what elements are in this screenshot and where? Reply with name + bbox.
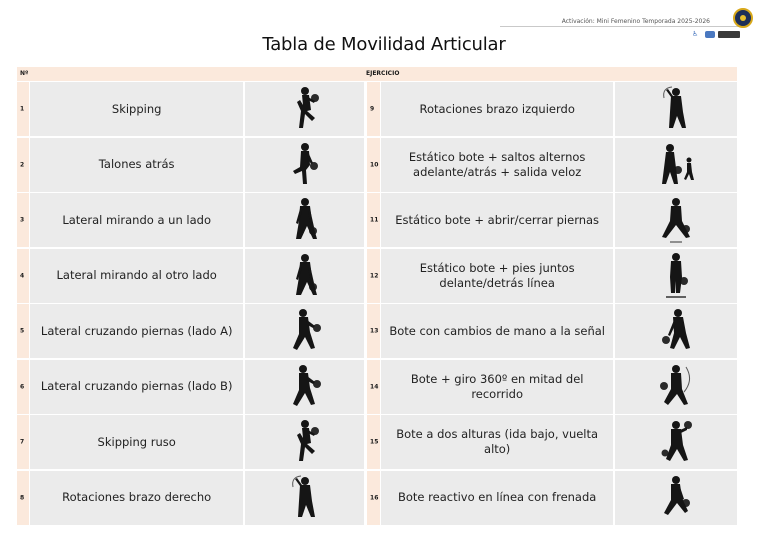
athlete-silhouette-icon [285, 195, 325, 245]
exercise-name: Skipping ruso [30, 415, 243, 469]
exercise-name: Estático bote + saltos alternos adelante/atrás + salida veloz [381, 138, 613, 192]
exercise-number-label: 7 [20, 438, 25, 446]
athlete-silhouette-icon [285, 251, 325, 301]
athlete-silhouette-icon [285, 417, 325, 467]
exercise-name: Lateral mirando a un lado [30, 193, 243, 247]
exercise-number [367, 304, 380, 358]
exercise-number [17, 415, 29, 469]
athlete-silhouette-icon [285, 140, 325, 190]
exercise-number [367, 193, 380, 247]
athlete-silhouette-icon [285, 362, 325, 412]
table-header [17, 67, 737, 81]
exercise-illustration [245, 193, 364, 247]
exercise-table [17, 67, 737, 526]
table-row [17, 138, 737, 194]
exercise-number-label: 11 [370, 216, 379, 224]
exercise-name: Rotaciones brazo izquierdo [381, 82, 613, 136]
exercise-number-label: 2 [20, 161, 25, 168]
exercise-illustration [615, 415, 737, 469]
exercise-illustration [615, 471, 737, 525]
activity-label: Activación: Mini Femenino Temporada 2025-2026 [561, 18, 710, 25]
exercise-number [17, 82, 29, 136]
exercise-number-label: 5 [20, 327, 25, 335]
exercise-number-label: 15 [370, 438, 379, 446]
table-row [17, 304, 737, 360]
athlete-silhouette-icon [656, 195, 696, 245]
exercise-number-label: 16 [370, 494, 379, 501]
table-row [17, 415, 737, 471]
exercise-number [17, 471, 29, 525]
exercise-illustration [245, 471, 364, 525]
exercise-name: Bote a dos alturas (ida bajo, vuelta alto) [381, 415, 613, 469]
athlete-silhouette-icon [656, 306, 696, 356]
table-row [17, 360, 737, 416]
exercise-illustration [615, 138, 737, 192]
exercise-number-label: 4 [20, 272, 25, 279]
athlete-silhouette-icon [656, 473, 696, 523]
athlete-silhouette-icon [285, 473, 325, 523]
exercise-name: Rotaciones brazo derecho [30, 471, 243, 525]
exercise-illustration [245, 304, 364, 358]
exercise-illustration [245, 360, 364, 414]
page-title: Tabla de Movilidad Articular [262, 34, 506, 55]
exercise-illustration [615, 193, 737, 247]
athlete-silhouette-icon [656, 417, 696, 467]
exercise-illustration [245, 82, 364, 136]
exercise-number-label: 6 [20, 383, 25, 390]
header-divider [500, 26, 742, 27]
exercise-name: Bote con cambios de mano a la señal [381, 304, 613, 358]
column-header-number: Nº [20, 70, 29, 77]
club-crest-icon [733, 8, 753, 28]
exercise-number [17, 304, 29, 358]
exercise-number-label: 12 [370, 272, 379, 279]
exercise-name: Estático bote + abrir/cerrar piernas [381, 193, 613, 247]
exercise-illustration [615, 304, 737, 358]
exercise-number [17, 138, 29, 192]
exercise-name: Estático bote + pies juntos delante/detrás línea [381, 249, 613, 303]
exercise-number [367, 249, 380, 303]
exercise-name: Lateral cruzando piernas (lado B) [30, 360, 243, 414]
page-header [0, 0, 768, 38]
exercise-number [367, 138, 380, 192]
athlete-silhouette-icon [285, 306, 325, 356]
exercise-number [367, 360, 380, 414]
athlete-silhouette-icon [656, 362, 696, 412]
exercise-number-label: 13 [370, 327, 379, 335]
exercise-illustration [245, 138, 364, 192]
exercise-name: Bote reactivo en línea con frenada [381, 471, 613, 525]
exercise-illustration [245, 249, 364, 303]
exercise-illustration [615, 82, 737, 136]
exercise-name: Lateral cruzando piernas (lado A) [30, 304, 243, 358]
exercise-number [367, 82, 380, 136]
exercise-name: Skipping [30, 82, 243, 136]
exercise-name: Talones atrás [30, 138, 243, 192]
exercise-number [17, 360, 29, 414]
table-row [17, 82, 737, 138]
exercise-number-label: 9 [370, 105, 375, 113]
exercise-illustration [615, 249, 737, 303]
exercise-illustration [615, 360, 737, 414]
exercise-number [17, 193, 29, 247]
exercise-number-label: 3 [20, 216, 25, 224]
exercise-illustration [245, 415, 364, 469]
exercise-number [17, 249, 29, 303]
table-row [17, 471, 737, 527]
accessibility-icon: ♿ [692, 30, 699, 38]
athlete-silhouette-icon [285, 84, 325, 134]
table-row [17, 193, 737, 249]
table-body [17, 82, 737, 526]
exercise-number-label: 1 [20, 105, 25, 113]
exercise-number [367, 415, 380, 469]
table-row [17, 249, 737, 305]
exercise-number-label: 8 [20, 494, 25, 501]
exercise-name: Lateral mirando al otro lado [30, 249, 243, 303]
athlete-silhouette-icon [656, 140, 696, 190]
column-header-exercise: EJERCICIO [366, 70, 400, 77]
athlete-silhouette-icon [656, 84, 696, 134]
athlete-silhouette-icon [656, 251, 696, 301]
exercise-number-label: 14 [370, 383, 379, 390]
exercise-name: Bote + giro 360º en mitad del recorrido [381, 360, 613, 414]
exercise-number [367, 471, 380, 525]
exercise-number-label: 10 [370, 161, 379, 168]
